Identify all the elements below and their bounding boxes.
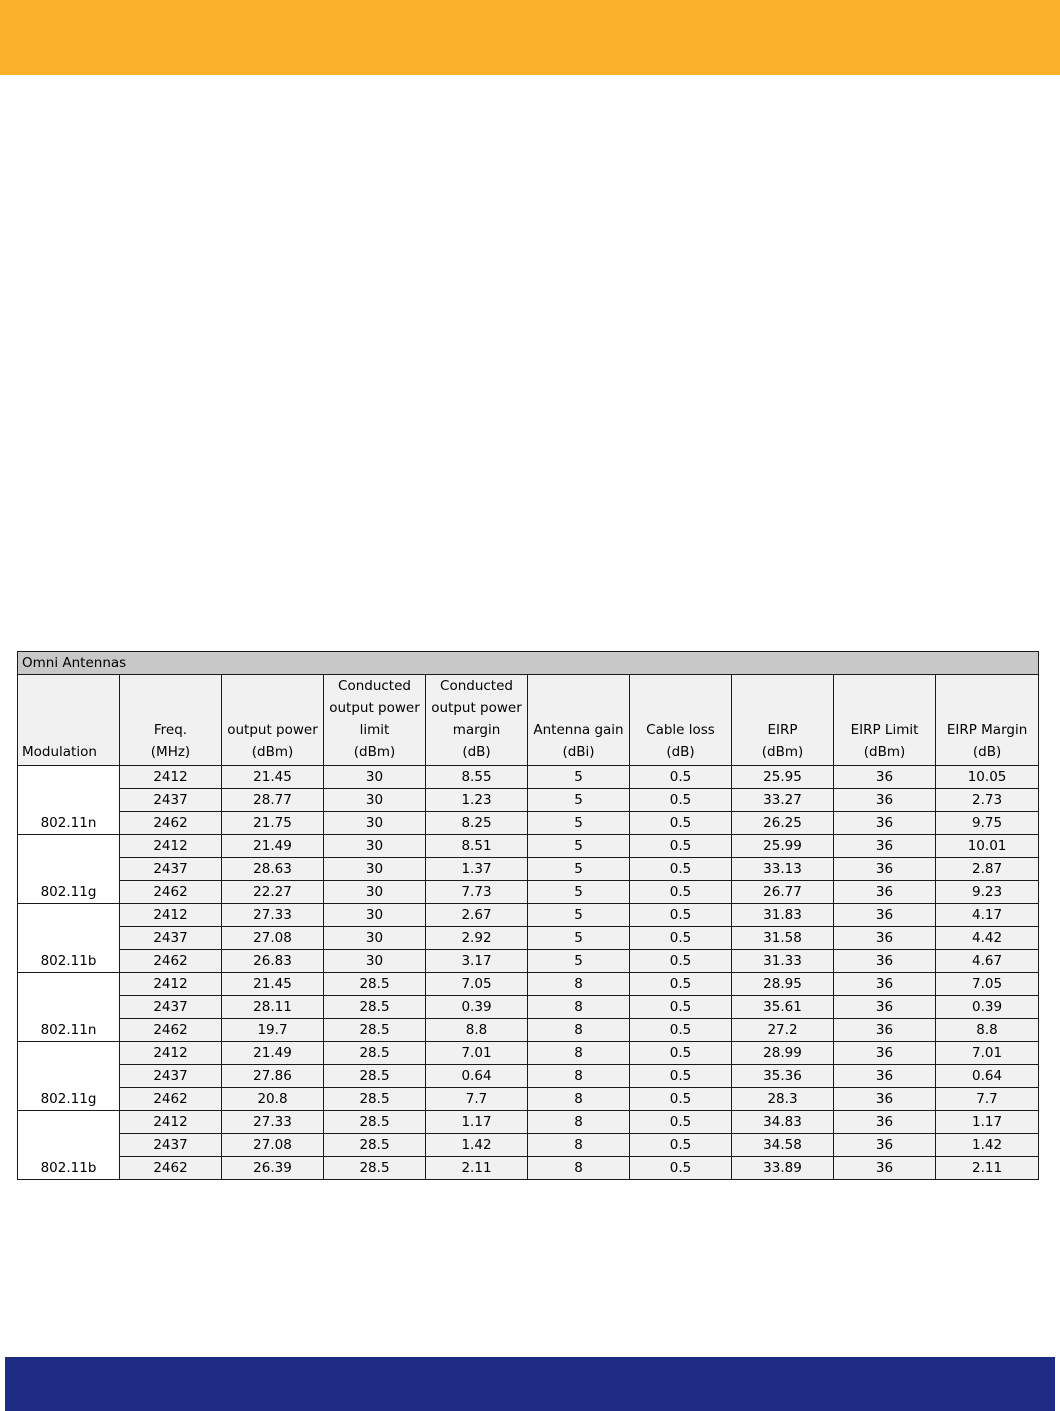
eirp-cell: 34.83 <box>732 1111 834 1134</box>
header-line: (dBm) <box>863 744 906 760</box>
header-line: Modulation <box>22 744 97 760</box>
eirp-cell: 27.2 <box>732 1019 834 1042</box>
conducted-margin-cell: 0.39 <box>426 996 528 1019</box>
eirp-margin-cell: 1.17 <box>936 1111 1039 1134</box>
eirp-margin-cell: 8.8 <box>936 1019 1039 1042</box>
eirp-margin-cell: 0.64 <box>936 1065 1039 1088</box>
table-row <box>18 881 1039 904</box>
conducted-margin-cell: 2.11 <box>426 1157 528 1180</box>
header-line: EIRP Limit <box>850 722 919 738</box>
cable-loss-cell: 0.5 <box>630 1111 732 1134</box>
table-row <box>18 1157 1039 1180</box>
table-row <box>18 973 1039 996</box>
table-row <box>18 1088 1039 1111</box>
eirp-cell: 33.13 <box>732 858 834 881</box>
antenna-gain-cell: 8 <box>528 1134 630 1157</box>
output-power-cell: 21.75 <box>222 812 324 835</box>
eirp-limit-cell: 36 <box>834 973 936 996</box>
header-line: (dB) <box>972 744 1002 760</box>
conducted-limit-cell: 30 <box>324 927 426 950</box>
antenna-gain-cell: 5 <box>528 858 630 881</box>
eirp-limit-cell: 36 <box>834 1088 936 1111</box>
antenna-gain-cell: 8 <box>528 1111 630 1134</box>
freq-cell: 2412 <box>120 835 222 858</box>
freq-cell: 2437 <box>120 1134 222 1157</box>
header-line: (dBm) <box>251 744 294 760</box>
header-line: (dBm) <box>353 744 396 760</box>
conducted-margin-cell: 8.25 <box>426 812 528 835</box>
output-power-cell: 21.49 <box>222 835 324 858</box>
conducted-limit-cell: 28.5 <box>324 1019 426 1042</box>
eirp-limit-cell: 36 <box>834 881 936 904</box>
output-power-cell: 27.08 <box>222 927 324 950</box>
conducted-limit-cell: 30 <box>324 766 426 789</box>
top-banner <box>0 0 1060 75</box>
output-power-cell: 19.7 <box>222 1019 324 1042</box>
eirp-limit-cell: 36 <box>834 766 936 789</box>
table-row <box>18 812 1039 835</box>
eirp-margin-cell: 4.42 <box>936 927 1039 950</box>
eirp-cell: 28.95 <box>732 973 834 996</box>
eirp-margin-cell: 9.75 <box>936 812 1039 835</box>
header-line: EIRP <box>767 722 798 738</box>
eirp-cell: 33.89 <box>732 1157 834 1180</box>
output-power-cell: 26.39 <box>222 1157 324 1180</box>
output-power-cell: 28.77 <box>222 789 324 812</box>
header-freq <box>120 675 222 766</box>
modulation-cell: 802.11g <box>18 1042 120 1111</box>
eirp-limit-cell: 36 <box>834 927 936 950</box>
conducted-margin-cell: 8.8 <box>426 1019 528 1042</box>
eirp-cell: 25.95 <box>732 766 834 789</box>
conducted-margin-cell: 1.42 <box>426 1134 528 1157</box>
conducted-margin-cell: 8.55 <box>426 766 528 789</box>
header-line: Cable loss <box>646 722 715 738</box>
output-power-cell: 27.33 <box>222 1111 324 1134</box>
cable-loss-cell: 0.5 <box>630 766 732 789</box>
conducted-limit-cell: 28.5 <box>324 1134 426 1157</box>
header-line: output power <box>329 700 420 716</box>
eirp-margin-cell: 7.01 <box>936 1042 1039 1065</box>
table-caption-row <box>18 652 1039 675</box>
conducted-margin-cell: 1.37 <box>426 858 528 881</box>
eirp-margin-cell: 2.73 <box>936 789 1039 812</box>
output-power-cell: 27.08 <box>222 1134 324 1157</box>
cable-loss-cell: 0.5 <box>630 1134 732 1157</box>
header-line: (dB) <box>666 744 695 760</box>
table-caption: Omni Antennas <box>18 652 1039 675</box>
eirp-cell: 31.58 <box>732 927 834 950</box>
conducted-limit-cell: 28.5 <box>324 1088 426 1111</box>
conducted-margin-cell: 7.01 <box>426 1042 528 1065</box>
conducted-limit-cell: 30 <box>324 789 426 812</box>
table-row <box>18 766 1039 789</box>
table-row <box>18 1042 1039 1065</box>
table-row <box>18 858 1039 881</box>
eirp-margin-cell: 10.01 <box>936 835 1039 858</box>
conducted-limit-cell: 28.5 <box>324 996 426 1019</box>
antenna-gain-cell: 5 <box>528 927 630 950</box>
header-modulation <box>18 675 120 766</box>
eirp-margin-cell: 2.87 <box>936 858 1039 881</box>
output-power-cell: 26.83 <box>222 950 324 973</box>
eirp-cell: 34.58 <box>732 1134 834 1157</box>
header-line: margin <box>452 722 501 738</box>
eirp-cell: 28.99 <box>732 1042 834 1065</box>
output-power-cell: 21.45 <box>222 973 324 996</box>
header-line: EIRP Margin <box>946 722 1028 738</box>
header-line: Freq. <box>153 722 188 738</box>
freq-cell: 2412 <box>120 1111 222 1134</box>
eirp-cell: 33.27 <box>732 789 834 812</box>
eirp-limit-cell: 36 <box>834 1065 936 1088</box>
freq-cell: 2462 <box>120 812 222 835</box>
eirp-limit-cell: 36 <box>834 858 936 881</box>
eirp-limit-cell: 36 <box>834 950 936 973</box>
conducted-limit-cell: 28.5 <box>324 1157 426 1180</box>
antenna-gain-cell: 5 <box>528 812 630 835</box>
conducted-margin-cell: 2.67 <box>426 904 528 927</box>
eirp-margin-cell: 4.17 <box>936 904 1039 927</box>
conducted-limit-cell: 28.5 <box>324 1065 426 1088</box>
table-row <box>18 996 1039 1019</box>
header-line: (dB) <box>462 744 491 760</box>
eirp-cell: 35.61 <box>732 996 834 1019</box>
header-line: output power <box>431 700 522 716</box>
freq-cell: 2412 <box>120 1042 222 1065</box>
conducted-limit-cell: 30 <box>324 835 426 858</box>
header-output-power <box>222 675 324 766</box>
cable-loss-cell: 0.5 <box>630 1042 732 1065</box>
header-conducted-margin <box>426 675 528 766</box>
conducted-margin-cell: 2.92 <box>426 927 528 950</box>
conducted-margin-cell: 7.7 <box>426 1088 528 1111</box>
freq-cell: 2437 <box>120 789 222 812</box>
cable-loss-cell: 0.5 <box>630 858 732 881</box>
antenna-gain-cell: 8 <box>528 1065 630 1088</box>
eirp-cell: 26.25 <box>732 812 834 835</box>
cable-loss-cell: 0.5 <box>630 927 732 950</box>
output-power-cell: 28.11 <box>222 996 324 1019</box>
conducted-limit-cell: 28.5 <box>324 1111 426 1134</box>
cable-loss-cell: 0.5 <box>630 1088 732 1111</box>
antenna-gain-cell: 8 <box>528 1157 630 1180</box>
table-row <box>18 1134 1039 1157</box>
eirp-limit-cell: 36 <box>834 835 936 858</box>
table-container <box>17 651 1038 1180</box>
cable-loss-cell: 0.5 <box>630 881 732 904</box>
eirp-limit-cell: 36 <box>834 996 936 1019</box>
eirp-margin-cell: 2.11 <box>936 1157 1039 1180</box>
eirp-cell: 31.83 <box>732 904 834 927</box>
cable-loss-cell: 0.5 <box>630 1157 732 1180</box>
cable-loss-cell: 0.5 <box>630 904 732 927</box>
header-antenna-gain <box>528 675 630 766</box>
header-line: (dBm) <box>761 744 804 760</box>
eirp-cell: 35.36 <box>732 1065 834 1088</box>
eirp-margin-cell: 7.7 <box>936 1088 1039 1111</box>
header-eirp <box>732 675 834 766</box>
table-row <box>18 789 1039 812</box>
cable-loss-cell: 0.5 <box>630 812 732 835</box>
cable-loss-cell: 0.5 <box>630 973 732 996</box>
conducted-limit-cell: 28.5 <box>324 973 426 996</box>
output-power-cell: 21.49 <box>222 1042 324 1065</box>
modulation-cell: 802.11n <box>18 973 120 1042</box>
header-line: Conducted <box>338 678 411 694</box>
eirp-cell: 28.3 <box>732 1088 834 1111</box>
cable-loss-cell: 0.5 <box>630 835 732 858</box>
output-power-cell: 27.33 <box>222 904 324 927</box>
freq-cell: 2412 <box>120 766 222 789</box>
table-row <box>18 950 1039 973</box>
cable-loss-cell: 0.5 <box>630 789 732 812</box>
conducted-limit-cell: 30 <box>324 904 426 927</box>
bottom-banner <box>5 1357 1055 1411</box>
conducted-margin-cell: 3.17 <box>426 950 528 973</box>
eirp-cell: 26.77 <box>732 881 834 904</box>
eirp-limit-cell: 36 <box>834 1019 936 1042</box>
freq-cell: 2437 <box>120 927 222 950</box>
freq-cell: 2437 <box>120 1065 222 1088</box>
conducted-margin-cell: 8.51 <box>426 835 528 858</box>
conducted-limit-cell: 30 <box>324 881 426 904</box>
conducted-margin-cell: 1.23 <box>426 789 528 812</box>
modulation-cell: 802.11n <box>18 766 120 835</box>
antenna-gain-cell: 5 <box>528 835 630 858</box>
omni-antennas-table <box>17 651 1039 1180</box>
antenna-gain-cell: 5 <box>528 950 630 973</box>
conducted-margin-cell: 0.64 <box>426 1065 528 1088</box>
cable-loss-cell: 0.5 <box>630 996 732 1019</box>
eirp-margin-cell: 10.05 <box>936 766 1039 789</box>
output-power-cell: 28.63 <box>222 858 324 881</box>
header-cable-loss <box>630 675 732 766</box>
header-line: limit <box>359 722 390 738</box>
eirp-margin-cell: 7.05 <box>936 973 1039 996</box>
antenna-gain-cell: 8 <box>528 1042 630 1065</box>
freq-cell: 2412 <box>120 904 222 927</box>
eirp-cell: 25.99 <box>732 835 834 858</box>
header-eirp-limit <box>834 675 936 766</box>
eirp-cell: 31.33 <box>732 950 834 973</box>
antenna-gain-cell: 5 <box>528 904 630 927</box>
freq-cell: 2437 <box>120 996 222 1019</box>
conducted-limit-cell: 30 <box>324 812 426 835</box>
output-power-cell: 20.8 <box>222 1088 324 1111</box>
eirp-limit-cell: 36 <box>834 1134 936 1157</box>
antenna-gain-cell: 8 <box>528 996 630 1019</box>
conducted-margin-cell: 7.73 <box>426 881 528 904</box>
output-power-cell: 21.45 <box>222 766 324 789</box>
header-line: Conducted <box>440 678 513 694</box>
conducted-limit-cell: 30 <box>324 950 426 973</box>
conducted-margin-cell: 1.17 <box>426 1111 528 1134</box>
eirp-limit-cell: 36 <box>834 1157 936 1180</box>
eirp-margin-cell: 1.42 <box>936 1134 1039 1157</box>
antenna-gain-cell: 5 <box>528 766 630 789</box>
cable-loss-cell: 0.5 <box>630 1065 732 1088</box>
header-line: Antenna gain <box>533 722 624 738</box>
freq-cell: 2462 <box>120 881 222 904</box>
modulation-cell: 802.11b <box>18 904 120 973</box>
table-row <box>18 927 1039 950</box>
cable-loss-cell: 0.5 <box>630 1019 732 1042</box>
eirp-limit-cell: 36 <box>834 1111 936 1134</box>
header-line: (dBi) <box>562 744 595 760</box>
eirp-margin-cell: 4.67 <box>936 950 1039 973</box>
header-conducted-limit <box>324 675 426 766</box>
table-row <box>18 835 1039 858</box>
eirp-margin-cell: 9.23 <box>936 881 1039 904</box>
cable-loss-cell: 0.5 <box>630 950 732 973</box>
table-row <box>18 1019 1039 1042</box>
header-eirp-margin <box>936 675 1039 766</box>
table-row <box>18 1065 1039 1088</box>
output-power-cell: 27.86 <box>222 1065 324 1088</box>
header-line: (MHz) <box>150 744 191 760</box>
conducted-limit-cell: 30 <box>324 858 426 881</box>
eirp-limit-cell: 36 <box>834 812 936 835</box>
eirp-margin-cell: 0.39 <box>936 996 1039 1019</box>
antenna-gain-cell: 8 <box>528 973 630 996</box>
eirp-limit-cell: 36 <box>834 904 936 927</box>
antenna-gain-cell: 5 <box>528 881 630 904</box>
modulation-cell: 802.11b <box>18 1111 120 1180</box>
antenna-gain-cell: 8 <box>528 1088 630 1111</box>
freq-cell: 2462 <box>120 1019 222 1042</box>
conducted-limit-cell: 28.5 <box>324 1042 426 1065</box>
conducted-margin-cell: 7.05 <box>426 973 528 996</box>
header-line: output power <box>227 722 318 738</box>
freq-cell: 2437 <box>120 858 222 881</box>
freq-cell: 2462 <box>120 950 222 973</box>
freq-cell: 2412 <box>120 973 222 996</box>
freq-cell: 2462 <box>120 1157 222 1180</box>
output-power-cell: 22.27 <box>222 881 324 904</box>
table-row <box>18 904 1039 927</box>
table-row <box>18 1111 1039 1134</box>
eirp-limit-cell: 36 <box>834 1042 936 1065</box>
freq-cell: 2462 <box>120 1088 222 1111</box>
modulation-cell: 802.11g <box>18 835 120 904</box>
eirp-limit-cell: 36 <box>834 789 936 812</box>
table-header-row <box>18 675 1039 766</box>
antenna-gain-cell: 5 <box>528 789 630 812</box>
antenna-gain-cell: 8 <box>528 1019 630 1042</box>
